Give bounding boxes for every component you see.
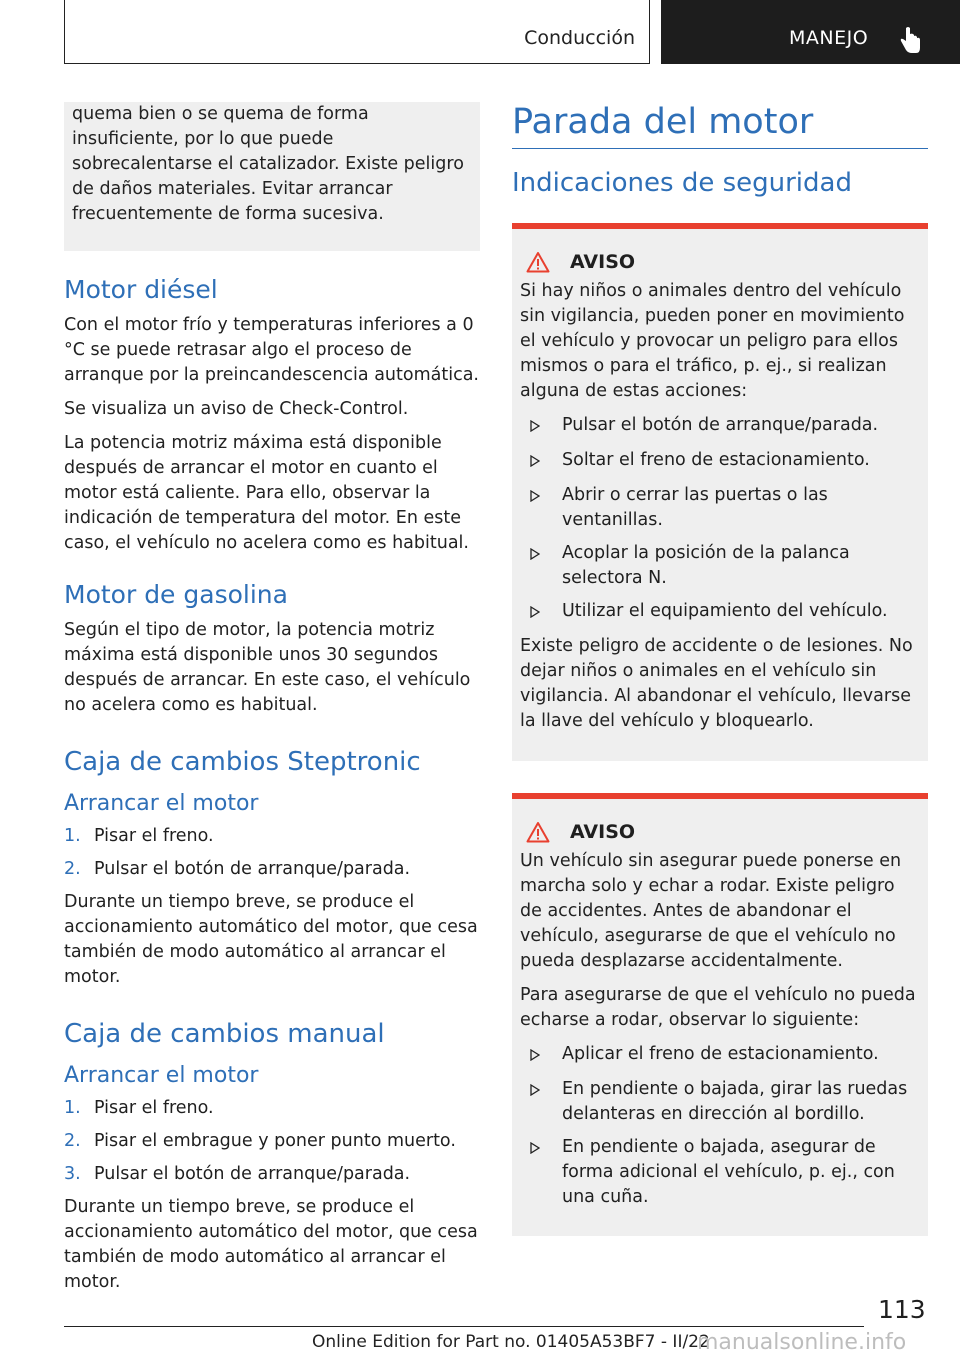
step-number: 2. [64,1131,81,1151]
list-item [520,599,920,626]
warning-intro: Si hay niños o animales dentro del vehículo sin vigilancia, pueden poner en movimiento el vehículo y provocar un peligro para ellos mismos o para el tráfico, p. ej., si realizan alguna de estas acciones: [520,281,905,401]
list-item-text: Pulsar el botón de arranque/parada. [562,415,879,435]
manual-heading: Caja de cambios manual [64,1019,385,1049]
step-number: 1. [64,1098,81,1118]
list-item [520,541,920,591]
triangle-bullet-icon [530,606,540,618]
list-item [64,1162,480,1187]
list-item [64,1096,480,1121]
warning-outro: Existe peligro de accidente o de lesiones. No dejar niños o animales en el vehículo sin vigilancia. Al abandonar el vehículo, llevarse la llave del vehículo y bloquearlo. [520,636,913,731]
triangle-bullet-icon [530,548,540,560]
list-item-text: Utilizar el equipamiento del vehículo. [562,601,888,621]
diesel-paragraph-2: Se visualiza un aviso de Check-Control. [64,399,409,419]
gasoline-heading: Motor de gasolina [64,580,288,609]
step-text: Pisar el freno. [94,826,214,846]
triangle-bullet-icon [530,1084,540,1096]
right-column [512,102,928,1236]
intro-note-text: quema bien o se quema de forma insuficiente, por lo que puede sobrecalentarse el catalizador. Existe peligro de daños materiales. Evitar arrancar frecuentemente de forma sucesiva. [72,104,464,224]
warning-paragraph-1: Un vehículo sin asegurar puede ponerse en marcha solo y echar a rodar. Existe peligro de accidentes. Antes de abandonar el vehículo, asegurarse de que el vehículo no pueda desplazarse accidentalmente. [520,851,902,971]
warning-list [520,413,920,626]
list-item-text: Soltar el freno de estacionamiento. [562,450,870,470]
list-item [520,1135,920,1210]
triangle-bullet-icon [530,455,540,467]
footer-watermark: manualsonline.info [697,1330,907,1355]
step-text: Pisar el freno. [94,1098,214,1118]
list-item-text: En pendiente o bajada, asegurar de forma adicional el vehículo, p. ej., con una cuña. [562,1137,895,1207]
section-subtitle: Indicaciones de seguridad [512,168,852,198]
step-number: 3. [64,1164,81,1184]
pointing-hand-icon [897,26,923,54]
manual-paragraph: Durante un tiempo breve, se produce el accionamiento automático del motor, que cesa también de modo automático al arrancar el motor. [64,1197,478,1292]
list-item [520,1077,920,1127]
left-column [64,102,480,1304]
steptronic-subheading: Arrancar el motor [64,791,259,816]
step-text: Pulsar el botón de arranque/parada. [94,1164,411,1184]
list-item [520,448,920,475]
header-chapter-title: MANEJO [789,27,869,49]
list-item-text: Abrir o cerrar las puertas o las ventanillas. [562,485,828,530]
step-text: Pulsar el botón de arranque/parada. [94,859,411,879]
header-section-box [64,0,650,64]
warning-triangle-icon [526,821,550,843]
warning-list [520,1042,920,1210]
list-item-text: Acoplar la posición de la palanca selectora N. [562,543,850,588]
list-item [520,483,920,533]
steptronic-paragraph: Durante un tiempo breve, se produce el accionamiento automático del motor, que cesa también de modo automático al arrancar el motor. [64,892,478,987]
warning-box-2 [512,793,928,1236]
manual-steps [64,1096,480,1187]
section-title: Parada del motor [512,102,928,149]
intro-note-box [64,102,480,251]
list-item [520,1042,920,1069]
warning-label: AVISO [570,251,636,273]
warning-triangle-icon [526,251,550,273]
manual-subheading: Arrancar el motor [64,1063,259,1088]
steptronic-heading: Caja de cambios Steptronic [64,747,421,777]
footer-edition: Online Edition for Part no. 01405A53BF7 - II/22 [312,1332,710,1352]
triangle-bullet-icon [530,420,540,432]
diesel-paragraph-1: Con el motor frío y temperaturas inferiores a 0 °C se puede retrasar algo el proceso de arranque por la preincandescencia automática. [64,315,479,385]
triangle-bullet-icon [530,1049,540,1061]
triangle-bullet-icon [530,1142,540,1154]
list-item [64,857,480,882]
step-number: 2. [64,859,81,879]
step-number: 1. [64,826,81,846]
page-number: 113 [878,1295,926,1324]
list-item [520,413,920,440]
list-item-text: Aplicar el freno de estacionamiento. [562,1044,879,1064]
list-item [64,824,480,849]
gasoline-paragraph: Según el tipo de motor, la potencia motriz máxima está disponible unos 30 segundos después de arrancar. En este caso, el vehículo no acelera como es habitual. [64,620,471,715]
header-chapter-tab [661,0,960,64]
header-section-title: Conducción [524,27,635,49]
warning-header [526,821,920,843]
list-item-text: En pendiente o bajada, girar las ruedas delanteras en dirección al bordillo. [562,1079,908,1124]
list-item [64,1129,480,1154]
steptronic-steps [64,824,480,882]
warning-label: AVISO [570,821,636,843]
warning-header [526,251,920,273]
diesel-paragraph-3: La potencia motriz máxima está disponible después de arrancar el motor en cuanto el motor está caliente. Para ello, observar la indicación de temperatura del motor. En este caso, el vehículo no acelera como es habitual. [64,433,469,553]
triangle-bullet-icon [530,490,540,502]
warning-paragraph-2: Para asegurarse de que el vehículo no pueda echarse a rodar, observar lo siguiente: [520,985,916,1030]
warning-box-1 [512,223,928,761]
diesel-heading: Motor diésel [64,275,218,304]
step-text: Pisar el embrague y poner punto muerto. [94,1131,456,1151]
footer-divider [64,1326,864,1327]
